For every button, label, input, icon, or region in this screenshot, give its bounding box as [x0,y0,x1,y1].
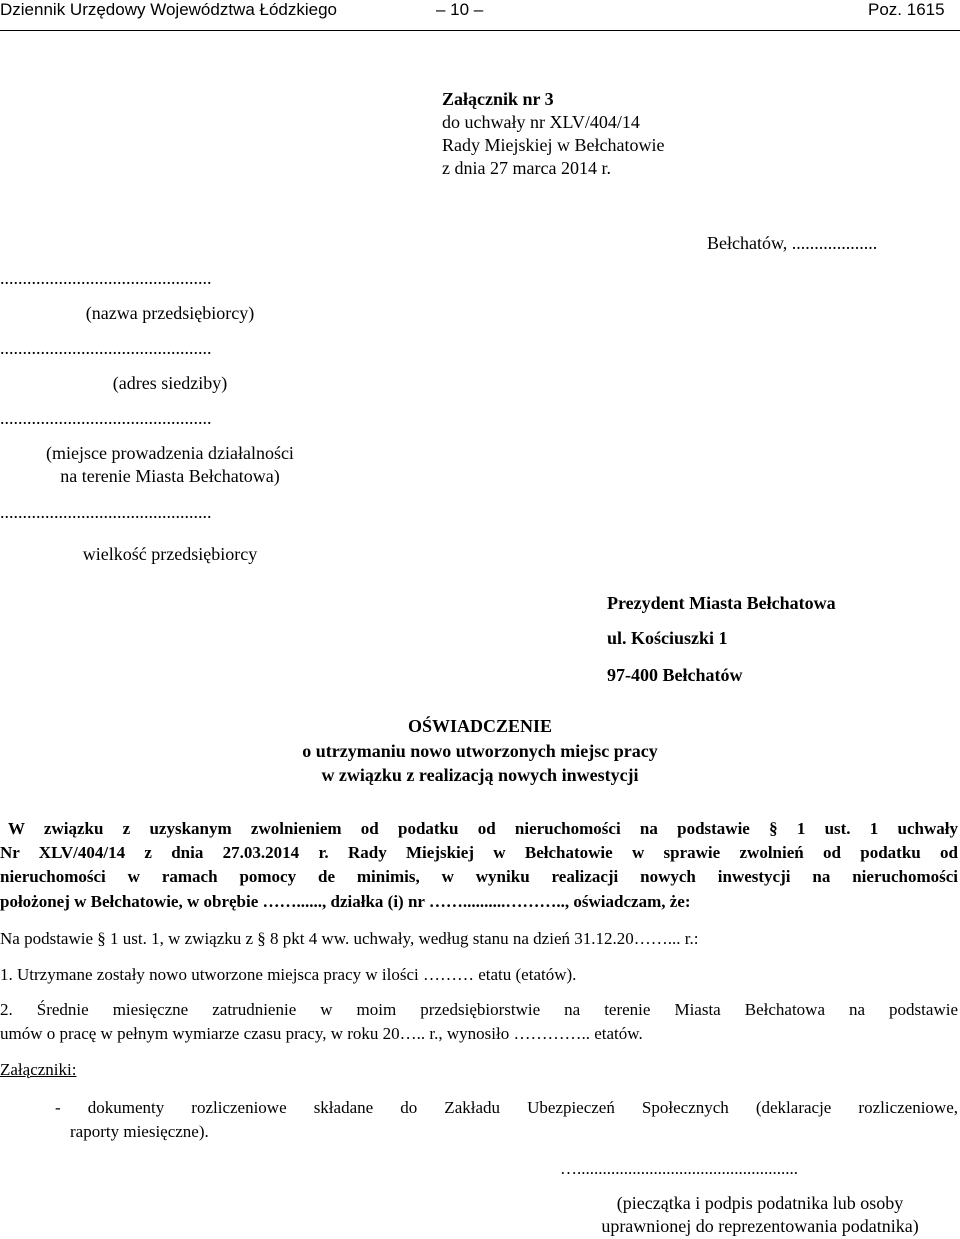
recipient-line-1: Prezydent Miasta Bełchatowa [607,593,836,613]
recipient-line-2: ul. Kościuszki 1 [607,628,728,648]
business-place-label-2: na terenie Miasta Bełchatowa) [60,466,280,486]
address-label: (adres siedziby) [112,373,228,393]
item-1: 1. Utrzymane zostały nowo utworzone miejsca pracy w ilości ……… etatu (etatów). [0,965,577,984]
attachment-line-1: - dokumenty rozliczeniowe składane do Zakładu Ubezpieczeń Społecznych (deklaracje rozliczeniowe, [55,1098,958,1117]
attachments-label: Załączniki: [0,1060,77,1079]
item-2-line-2: umów o pracę w pełnym wymiarze czasu pracy, w roku 20….. r., wynosiło ………….. etatów. [0,1024,643,1043]
declaration-text-line-4: położonej w Bełchatowie, w obrębie ……......, działka (i) nr ……..........……….., oświadczam, że: [0,892,691,911]
signature-label-1: (pieczątka i podpis podatnika lub osoby [616,1193,904,1213]
recipient-line-3: 97-400 Bełchatów [607,665,743,685]
company-name-label: (nazwa przedsiębiorcy) [85,303,255,323]
declaration-text-line-2: Nr XLV/404/14 z dnia 27.03.2014 r. Rady Miejskiej w Bełchatowie w sprawie zwolnień od podatku od [0,843,958,862]
annex-line-1: do uchwały nr XLV/404/14 [442,112,640,132]
attachment-line-2: raporty miesięczne). [70,1122,209,1141]
annex-title: Załącznik nr 3 [442,89,554,109]
page-number: – 10 – [436,0,484,19]
declaration-text-line-3: nieruchomości w ramach pomocy de minimis, w wyniku realizacji nowych inwestycji na nieruchomości [0,867,958,886]
company-name-dots: ............................................... [0,268,212,288]
declaration-subtitle-2: w związku z realizacją nowych inwestycji [321,765,639,785]
address-dots: ............................................... [0,338,212,358]
business-place-label-1: (miejsce prowadzenia działalności [46,443,294,463]
declaration-title: OŚWIADCZENIE [407,716,553,736]
annex-line-3: z dnia 27 marca 2014 r. [442,158,611,178]
signature-label-2: uprawnionej do reprezentowania podatnika) [601,1216,919,1236]
position-number: Poz. 1615 [868,0,945,19]
place-date: Bełchatów, ................... [707,233,878,253]
item-2-line-1: 2. Średnie miesięczne zatrudnienie w moim przedsiębiorstwie na terenie Miasta Bełchatowa na podstawie [0,1000,958,1019]
annex-line-2: Rady Miejskiej w Bełchatowie [442,135,665,155]
declaration-text-line-1: W związku z uzyskanym zwolnieniem od podatku od nieruchomości na podstawie § 1 ust. 1 uchwały [8,819,958,838]
business-place-dots: ............................................... [0,408,212,428]
signature-dots: ….................................................... [560,1159,798,1178]
company-size-label: wielkość przedsiębiorcy [82,544,258,564]
header-divider [0,30,960,31]
journal-title: Dziennik Urzędowy Województwa Łódzkiego [0,0,338,19]
company-size-dots: ............................................... [0,502,212,522]
basis-statement: Na podstawie § 1 ust. 1, w związku z § 8 pkt 4 ww. uchwały, według stanu na dzień 31.12.20……... r.: [0,929,699,948]
declaration-subtitle-1: o utrzymaniu nowo utworzonych miejsc pracy [302,741,658,761]
